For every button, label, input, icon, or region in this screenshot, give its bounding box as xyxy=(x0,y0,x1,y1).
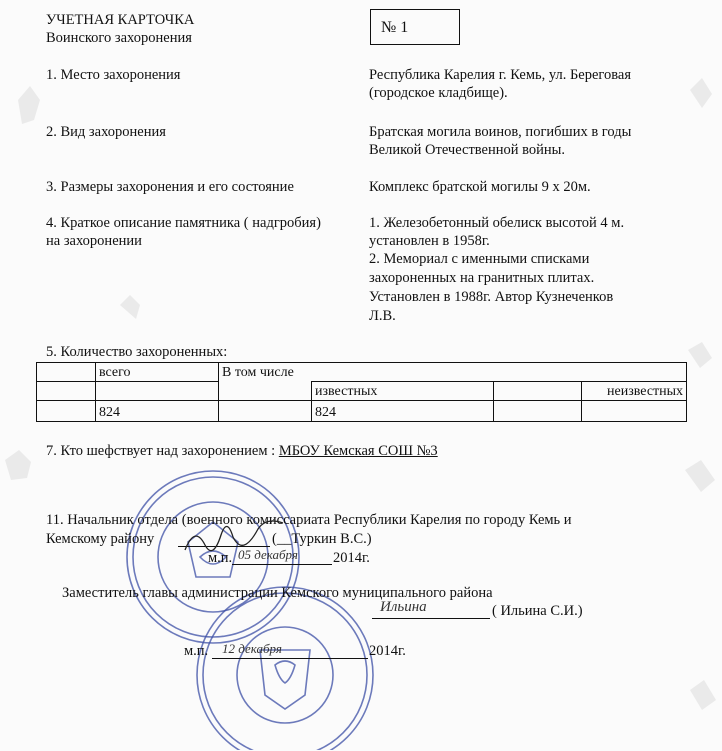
count-value-known: 824 xyxy=(312,401,494,422)
count-cell-empty xyxy=(582,401,687,422)
deputy-signature: Ильина xyxy=(380,599,427,615)
count-header-including: В том числе xyxy=(219,363,687,382)
count-cell-empty xyxy=(219,401,312,422)
count-header-total: всего xyxy=(96,363,219,382)
commissar-name: (__Туркин В.С.) xyxy=(272,531,372,547)
field-label-monument-line2: на захоронении xyxy=(46,233,142,249)
deputy-line: Заместитель главы администрации Кемского муниципального района xyxy=(62,585,493,601)
patron-line xyxy=(46,443,438,460)
field-label-size: 3. Размеры захоронения и его состояние xyxy=(46,179,294,195)
count-cell-empty xyxy=(37,382,96,401)
card-number-box xyxy=(370,9,460,45)
field-value-monument-line2: установлен в 1958г. xyxy=(369,233,490,249)
field-value-type-line2: Великой Отечественной войны. xyxy=(369,142,566,158)
count-cell-empty xyxy=(37,401,96,422)
field-label-type: 2. Вид захоронения xyxy=(46,124,166,140)
deputy-mp: м.п. xyxy=(184,643,209,659)
commissar-year: 2014г. xyxy=(333,550,370,566)
field-value-monument-line6: Л.В. xyxy=(369,308,396,324)
deputy-name: ( Ильина С.И.) xyxy=(492,603,583,619)
commissar-line1: 11. Начальник отдела (военного комиссариата Республики Карелия по городу Кемь и xyxy=(46,512,572,528)
field-value-place-line2: (городское кладбище). xyxy=(369,85,508,101)
field-value-type-line1: Братская могила воинов, погибших в годы xyxy=(369,124,632,140)
count-cell-empty xyxy=(37,363,96,382)
count-header-known: известных xyxy=(312,382,494,401)
count-cell-empty xyxy=(219,382,312,401)
deputy-year: 2014г. xyxy=(369,643,406,659)
field-label-monument-line1: 4. Краткое описание памятника ( надгробия) xyxy=(46,215,321,231)
deputy-date-line xyxy=(212,658,368,659)
patron-value: МБОУ Кемская СОШ №3 xyxy=(278,443,438,459)
commissar-line2: Кемскому району xyxy=(46,531,155,547)
count-subheader-row xyxy=(37,382,687,401)
commissar-mp: м.п. xyxy=(208,550,233,566)
administration-stamp xyxy=(190,580,380,750)
commissar-date-line xyxy=(232,564,332,565)
count-cell-empty xyxy=(494,401,582,422)
count-label: 5. Количество захороненных: xyxy=(46,344,228,360)
card-subtitle: Воинского захоронения xyxy=(46,30,192,46)
count-table xyxy=(36,362,687,422)
card-number: № 1 xyxy=(381,19,409,36)
field-value-place-line1: Республика Карелия г. Кемь, ул. Береговая xyxy=(369,67,632,83)
count-cell-empty xyxy=(494,382,582,401)
field-value-size: Комплекс братской могилы 9 х 20м. xyxy=(369,179,591,195)
field-label-place: 1. Место захоронения xyxy=(46,67,181,83)
deputy-date-handwritten: 12 декабря xyxy=(222,641,282,656)
field-value-monument-line4: захороненных на гранитных плитах. xyxy=(369,270,595,286)
deputy-signature-line xyxy=(372,618,490,619)
count-header-row xyxy=(37,363,687,382)
card-title: УЧЕТНАЯ КАРТОЧКА xyxy=(46,12,195,28)
count-header-unknown: неизвестных xyxy=(582,382,687,401)
count-value-total: 824 xyxy=(96,401,219,422)
field-value-monument-line1: 1. Железобетонный обелиск высотой 4 м. xyxy=(369,215,625,231)
patron-label: 7. Кто шефствует над захоронением : xyxy=(46,443,276,459)
field-value-monument-line3: 2. Мемориал с именными списками xyxy=(369,251,590,267)
commissar-date-handwritten: 05 декабря xyxy=(238,547,298,562)
count-cell-empty xyxy=(96,382,219,401)
count-value-row xyxy=(37,401,687,422)
field-value-monument-line5: Установлен в 1988г. Автор Кузнеченков xyxy=(369,289,614,305)
